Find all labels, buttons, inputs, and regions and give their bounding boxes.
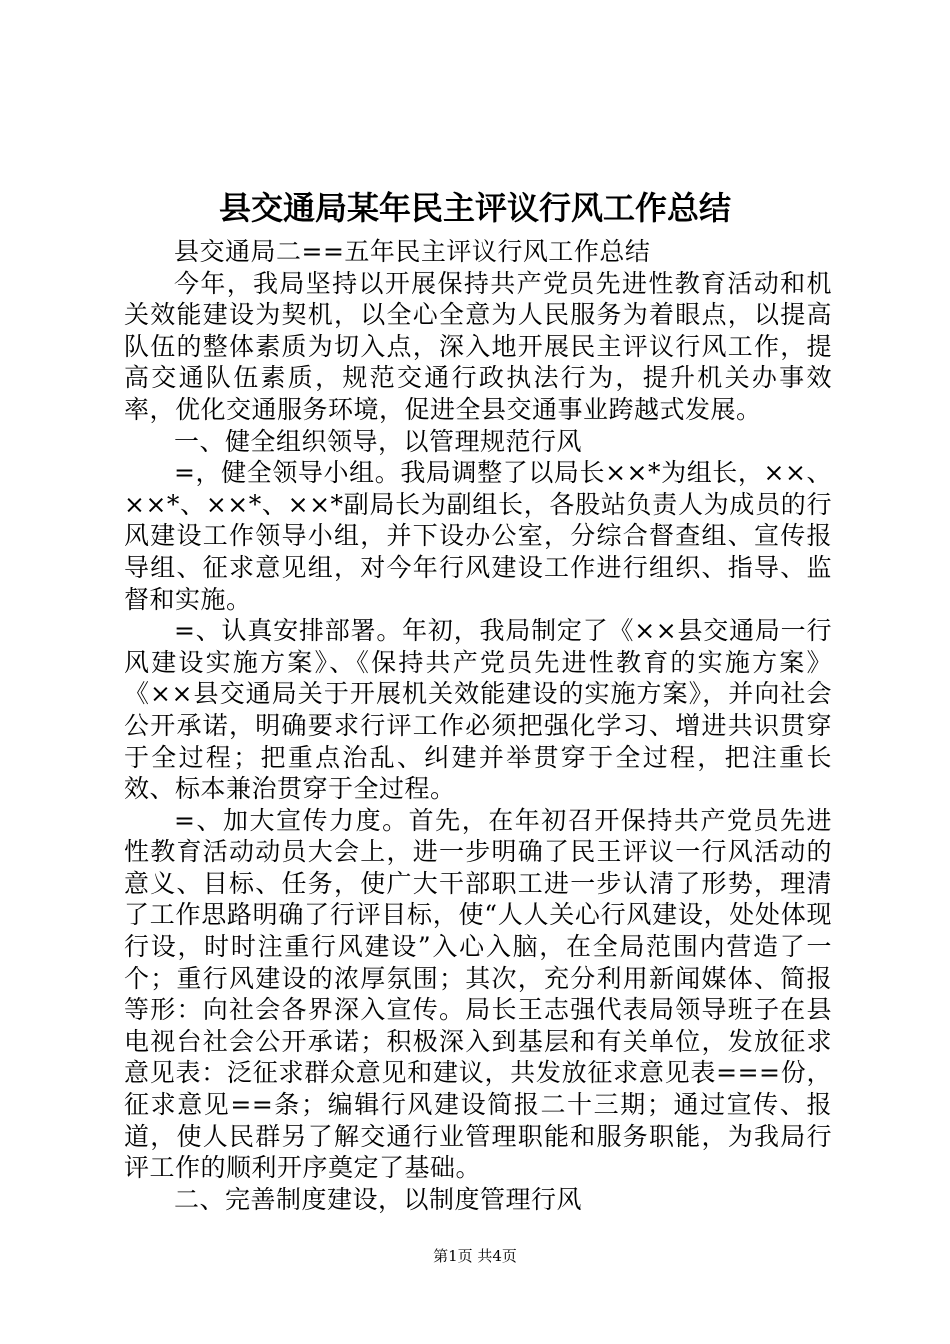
- paragraph-publicity: =、加大宣传力度。首先，在年初召开保持共产党员先进性教育活动动员大会上，进一步明确了民王评议一行风活动的意义、目标、任务，使广大干部职工进一步认清了形势，理清了工作思路明确了行评目标，使“人人关心行风建设，处处体现行设，时时注重行风建设”入心入脑，在全局范围内营造了一个；重行风建设的浓厚氛围；其次，充分利用新闻媒体、简报等形：向社会各界深入宣传。局长王志强代表局领导班子在县电视台社会公开承诺；积极深入到基层和有关单位，发放征求意见表：泛征求群众意见和建议，共发放征求意见表===份，征求意见==条；编辑行风建设简报二十三期；通过宣传、报道，使人民群另了解交通行业管理职能和服务职能，为我局行评工作的顺利开序奠定了基础。: [124, 805, 832, 1183]
- page-footer: 第1页 共4页: [433, 1247, 517, 1265]
- paragraph-intro: 今年，我局坚持以开展保持共产党员先进性教育活动和机关效能建设为契机，以全心全意为人民服务为着眼点，以提高队伍的整体素质为切入点，深入地开展民主评议行风工作，提高交通队伍素质，规范交通行政执法行为，提升机关办事效率，优化交通服务环境，促进全县交通事业跨越式发展。: [124, 268, 832, 424]
- section-heading-2: 二、完善制度建设，以制度管理行风: [174, 1184, 583, 1214]
- paragraph-deployment: =、认真安排部署。年初，我局制定了《××县交通局一行风建设实施方案》、《保持共产党员先进性教育的实施方案》《××县交通局关于开展机关效能建设的实施方案》，并向社会公开承诺，明确要求行评工作必须把强化学习、增进共识贯穿于全过程；把重点治乱、纠建并举贯穿于全过程，把注重长效、标本兼治贯穿于全过程。: [124, 616, 832, 804]
- document-title: 县交通局某年民主评议行风工作总结: [218, 189, 731, 227]
- paragraph-subtitle: 县交通局二==五年民主评议行风工作总结: [174, 237, 651, 266]
- section-heading-1: 一、健全组织领导，以管理规范行风: [174, 426, 583, 456]
- paragraph-leadership-group: =，健全领导小组。我局调整了以局长××*为组长，××、××*、××*、××*副局长为副组长，各股站负责人为成员的行风建设工作领导小组，并下设办公室，分综合督查组、宣传报导组、征求意见组，对今年行风建设工作进行组织、指导、监督和实施。: [124, 458, 832, 614]
- document-body: [124, 236, 832, 1215]
